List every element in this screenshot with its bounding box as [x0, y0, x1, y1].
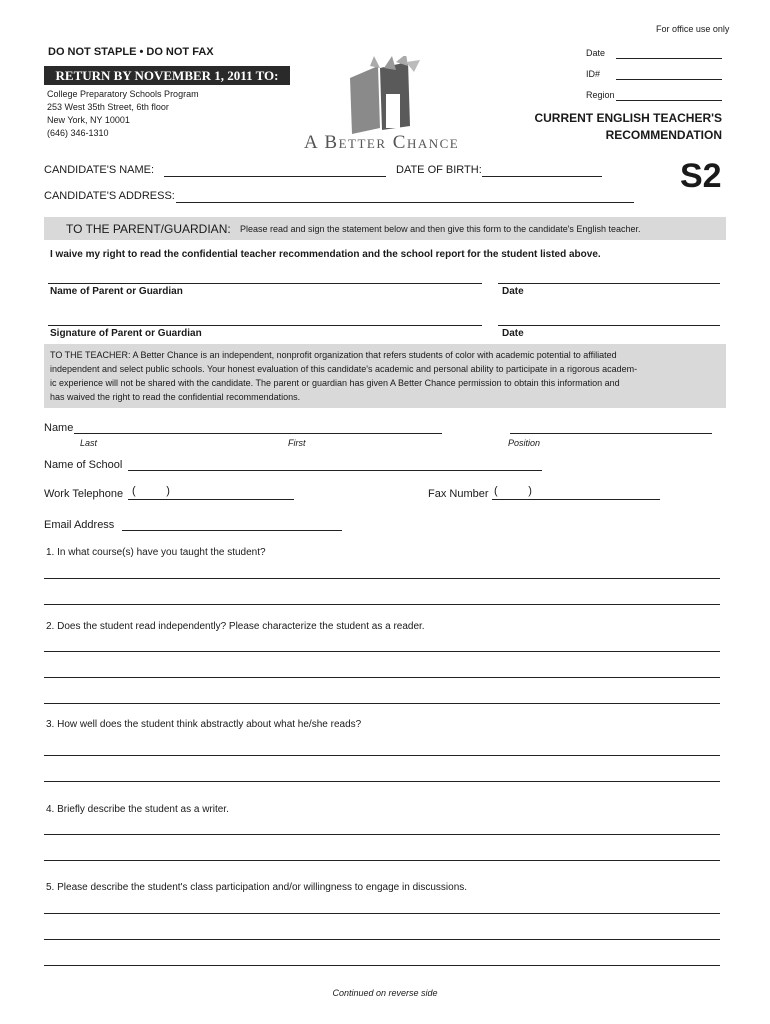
answer-line[interactable] — [44, 939, 720, 940]
candidate-address-field[interactable] — [176, 202, 634, 203]
dob-field[interactable] — [482, 176, 602, 177]
school-name-label: Name of School — [44, 459, 123, 471]
parent-name-field[interactable] — [48, 283, 482, 284]
office-id-label: ID# — [586, 69, 601, 79]
email-label: Email Address — [44, 519, 115, 531]
question-2: 2. Does the student read independently? Please characterize the student as a reader. — [46, 621, 425, 632]
candidate-name-field[interactable] — [164, 176, 386, 177]
question-5: 5. Please describe the student's class participation and/or willingness to engage in discussions. — [46, 882, 468, 893]
notice-line: has waived the right to read the confidential recommendations. — [50, 392, 301, 402]
fax-area-paren: ( ) — [494, 485, 532, 497]
fax-label: Fax Number — [428, 488, 489, 500]
answer-line[interactable] — [44, 913, 720, 914]
logo-wordmark: A Better Chance — [304, 132, 460, 153]
work-phone-label: Work Telephone — [44, 488, 124, 500]
answer-line[interactable] — [44, 781, 720, 782]
answer-line[interactable] — [44, 651, 720, 652]
parent-name-label: Name of Parent or Guardian — [50, 286, 183, 297]
parent-date2-field[interactable] — [498, 325, 720, 326]
form-title-line: RECOMMENDATION — [605, 128, 722, 142]
office-region-field[interactable] — [616, 100, 722, 101]
office-date-field[interactable] — [616, 58, 722, 59]
waiver-statement: I waive my right to read the confidential teacher recommendation and the school report for the student listed above. — [50, 249, 601, 260]
first-name-caption: First — [288, 438, 306, 448]
answer-line[interactable] — [44, 578, 720, 579]
office-id-field[interactable] — [616, 79, 722, 80]
parent-bar-heading: TO THE PARENT/GUARDIAN: — [66, 222, 231, 236]
notice-line: TO THE TEACHER: A Better Chance is an independent, nonprofit organization that refers students of color with academic potential to affiliated — [50, 350, 617, 360]
answer-line[interactable] — [44, 965, 720, 966]
return-by-banner: RETURN BY NOVEMBER 1, 2011 TO: — [44, 66, 290, 85]
teacher-notice-text — [50, 348, 637, 404]
parent-bar-text: Please read and sign the statement below and then give this form to the candidate's English teacher. — [240, 224, 641, 234]
work-phone-area-paren: ( ) — [132, 485, 170, 497]
answer-line[interactable] — [44, 834, 720, 835]
answer-line[interactable] — [44, 677, 720, 678]
form-code: S2 — [680, 157, 722, 195]
teacher-name-label: Name — [44, 422, 74, 434]
work-phone-field[interactable] — [128, 499, 294, 500]
answer-line[interactable] — [44, 860, 720, 861]
answer-line[interactable] — [44, 755, 720, 756]
fax-field[interactable] — [492, 499, 660, 500]
return-address — [47, 88, 199, 140]
question-1: 1. In what course(s) have you taught the student? — [46, 547, 266, 558]
parent-signature-label: Signature of Parent or Guardian — [50, 328, 202, 339]
form-title — [510, 110, 722, 144]
parent-signature-field[interactable] — [48, 325, 482, 326]
answer-line[interactable] — [44, 604, 720, 605]
teacher-name-field[interactable] — [74, 433, 442, 434]
form-title-line: CURRENT ENGLISH TEACHER'S — [534, 111, 722, 125]
continued-notice: Continued on reverse side — [332, 988, 438, 998]
notice-line: ic experience will not be shared with the candidate. The parent or guardian has given A Better Chance permission to obtain this information and — [50, 378, 620, 388]
parent-date2-label: Date — [502, 328, 524, 339]
email-field[interactable] — [122, 530, 342, 531]
office-date-label: Date — [586, 48, 606, 58]
candidate-address-label: CANDIDATE'S ADDRESS: — [44, 190, 175, 202]
address-line: 253 West 35th Street, 6th floor — [47, 102, 169, 112]
parent-date-label: Date — [502, 286, 524, 297]
school-name-field[interactable] — [128, 470, 542, 471]
notice-line: independent and select public schools. Your honest evaluation of this candidate's academic and personal ability to participate in a rigorous academ- — [50, 364, 638, 374]
address-line: (646) 346-1310 — [47, 128, 109, 138]
book-logo-icon — [340, 56, 436, 136]
dob-label: DATE OF BIRTH: — [396, 164, 482, 176]
office-region-label: Region — [586, 90, 615, 100]
candidate-name-label: CANDIDATE'S NAME: — [44, 164, 155, 176]
answer-line[interactable] — [44, 703, 720, 704]
question-3: 3. How well does the student think abstractly about what he/she reads? — [46, 719, 362, 730]
question-4: 4. Briefly describe the student as a writer. — [46, 804, 229, 815]
office-use-label: For office use only — [656, 24, 730, 34]
no-staple-notice: DO NOT STAPLE • DO NOT FAX — [48, 46, 214, 58]
last-name-caption: Last — [80, 438, 98, 448]
teacher-position-field[interactable] — [510, 433, 712, 434]
position-caption: Position — [508, 438, 541, 448]
address-line: College Preparatory Schools Program — [47, 89, 199, 99]
address-line: New York, NY 10001 — [47, 115, 130, 125]
parent-date-field[interactable] — [498, 283, 720, 284]
